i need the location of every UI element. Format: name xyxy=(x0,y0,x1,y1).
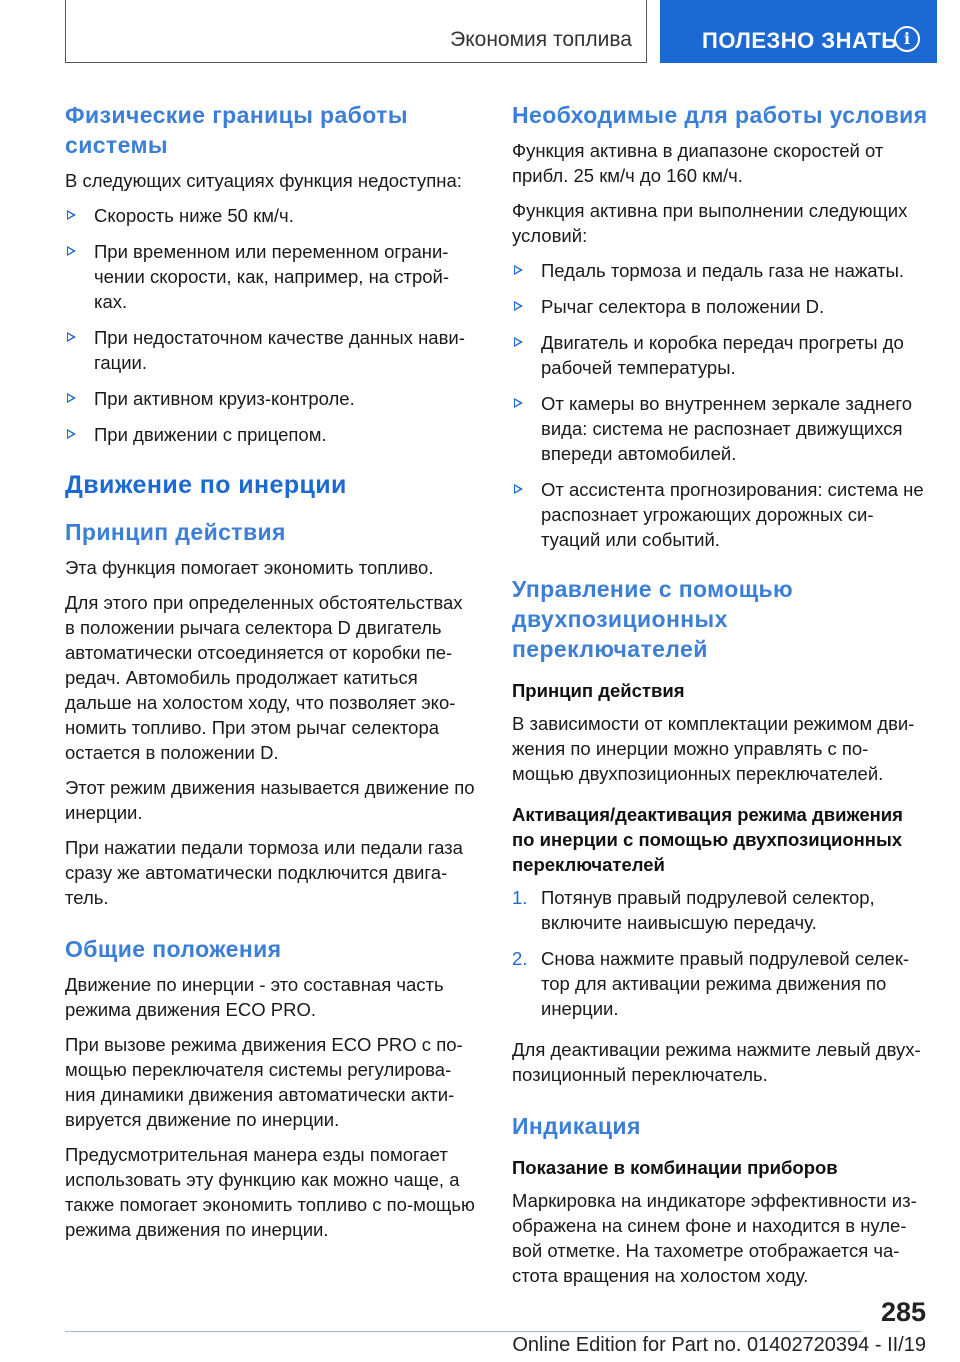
chapter-tab[interactable] xyxy=(660,0,937,63)
paragraph: Предусмотрительная манера езды помогает использовать эту функцию как можно чаще, а также помогает экономить топливо с по-мощью режима движения по инерции. xyxy=(65,1144,475,1240)
subheading-principle: Принцип действия xyxy=(512,680,685,701)
step-item: 1. Потянув правый подрулевой селектор, включите наивысшую передачу. xyxy=(512,887,875,933)
section-header-box xyxy=(65,0,647,63)
bullet-triangle-icon xyxy=(514,265,523,275)
list-item: Скорость ниже 50 км/ч. xyxy=(65,203,477,228)
paragraph: В зависимости от комплектации режимом дви-жения по инерции можно управлять с по-мощью двухпозиционных переключателей. xyxy=(512,713,915,784)
bullet-triangle-icon xyxy=(514,301,523,311)
paragraph: При вызове режима движения ECO PRO с по-мощью переключателя системы регулирова-ния динамики движения автоматически акти-вируется движение по инерции. xyxy=(65,1034,463,1130)
list-item: Рычаг селектора в положении D. xyxy=(512,294,930,319)
paragraph: При нажатии педали тормоза или педали газа сразу же автоматически подключится двига-тель. xyxy=(65,837,463,908)
subheading-cluster: Показание в комбинации приборов xyxy=(512,1157,838,1178)
heading-system-limits: Физические границы работы системы xyxy=(65,102,408,158)
heading-indication: Индикация xyxy=(512,1113,641,1139)
bullet-triangle-icon xyxy=(67,210,76,220)
bullet-triangle-icon xyxy=(514,398,523,408)
heading-coasting: Движение по инерции xyxy=(65,471,347,499)
list-item: При временном или переменном ограни-чении скорости, как, например, на строй-ках. xyxy=(65,239,477,314)
left-column xyxy=(65,100,477,1252)
bullet-triangle-icon xyxy=(67,246,76,256)
paragraph: Функция активна в диапазоне скоростей от прибл. 25 км/ч до 160 км/ч. xyxy=(512,140,884,186)
list-item: При активном круиз-контроле. xyxy=(65,386,477,411)
step-item: 2. Снова нажмите правый подрулевой селек-тор для активации режима движения по инерции. xyxy=(512,948,910,1019)
bullet-triangle-icon xyxy=(67,429,76,439)
heading-conditions: Необходимые для работы условия xyxy=(512,102,928,128)
bullet-triangle-icon xyxy=(514,337,523,347)
bullet-triangle-icon xyxy=(67,393,76,403)
bullet-triangle-icon xyxy=(514,484,523,494)
paragraph: Функция активна при выполнении следующих условий: xyxy=(512,200,908,246)
edition-note: Online Edition for Part no. 01402720394 - II/19 xyxy=(512,1334,926,1356)
paragraph: Этот режим движения называется движение по инерции. xyxy=(65,777,475,823)
right-column xyxy=(512,100,930,1298)
paragraph: Для этого при определенных обстоятельствах в положении рычага селектора D двигатель автоматически отсоединяется от коробки пе-редач. Автомобиль продолжает катиться дальше на холостом ходу, что позволяет эко-номить топливо. При этом рычаг селектора остается в положении D. xyxy=(65,592,463,763)
list-item: При недостаточном качестве данных нави-гации. xyxy=(65,325,477,375)
list-item: От ассистента прогнозирования: система не распознает угрожающих дорожных си-туаций или событий. xyxy=(512,477,930,552)
conditions-list xyxy=(512,258,930,552)
paragraph: В следующих ситуациях функция недоступна: xyxy=(65,170,462,191)
list-item: Педаль тормоза и педаль газа не нажаты. xyxy=(512,258,930,283)
limits-list xyxy=(65,203,477,447)
footer-divider xyxy=(65,1331,861,1332)
heading-paddle-control: Управление с помощью двухпозиционных переключателей xyxy=(512,576,794,662)
page-number: 285 xyxy=(880,1297,926,1327)
heading-principle: Принцип действия xyxy=(65,519,286,545)
subheading-activation: Активация/деактивация режима движения по инерции с помощью двухпозиционных переключателей xyxy=(512,804,903,875)
chapter-tab-label: ПОЛЕЗНО ЗНАТЬ xyxy=(702,28,898,53)
info-icon: i xyxy=(894,26,920,52)
list-item: Двигатель и коробка передач прогреты до рабочей температуры. xyxy=(512,330,930,380)
heading-general: Общие положения xyxy=(65,936,282,962)
paragraph: Движение по инерции - это составная часть режима движения ECO PRO. xyxy=(65,974,444,1020)
section-title: Экономия топлива xyxy=(450,28,632,51)
list-item: При движении с прицепом. xyxy=(65,422,477,447)
paragraph: Маркировка на индикаторе эффективности из-ображена на синем фоне и находится в нуле-вой отметке. На тахометре отображается ча-стота вращения на холостом ходу. xyxy=(512,1190,917,1286)
bullet-triangle-icon xyxy=(67,332,76,342)
paragraph: Эта функция помогает экономить топливо. xyxy=(65,557,434,578)
paragraph: Для деактивации режима нажмите левый двух-позиционный переключатель. xyxy=(512,1039,921,1085)
list-item: От камеры во внутреннем зеркале заднего вида: система не распознает движущихся впереди автомобилей. xyxy=(512,391,930,466)
steps-list xyxy=(512,885,930,1021)
page-header xyxy=(0,0,960,66)
